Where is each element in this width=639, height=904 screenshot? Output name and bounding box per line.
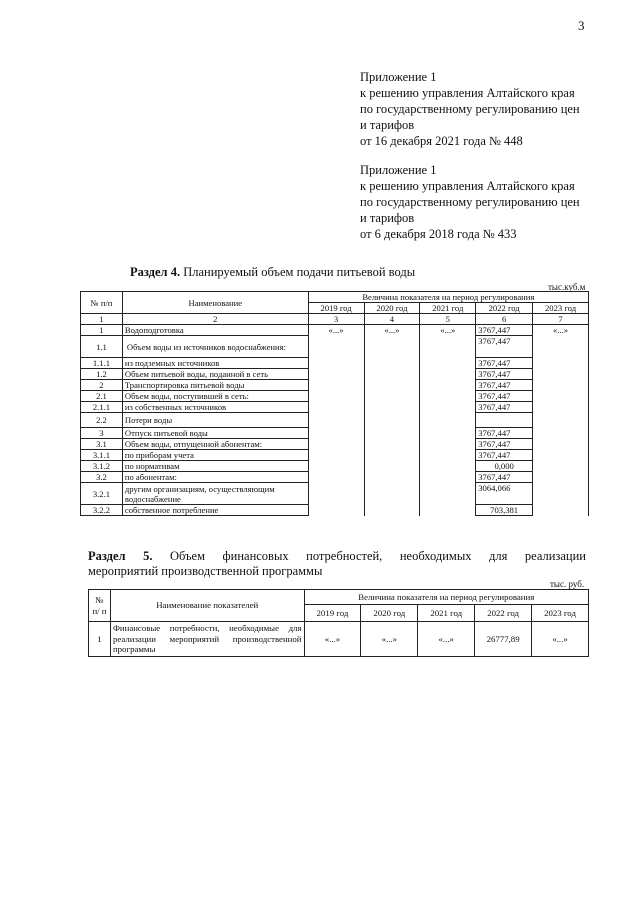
row-num: 1.2 [81, 369, 123, 380]
row-name: Объем воды, отпущенной абонентам: [122, 439, 308, 450]
appendix-line: к решению управления Алтайского края [360, 86, 575, 100]
row-name: по нормативам [122, 461, 308, 472]
row-name: собственное потребление [122, 505, 308, 516]
row-num: 3.2.2 [81, 505, 123, 516]
appendix-line: к решению управления Алтайского края [360, 179, 575, 193]
table-row [89, 622, 589, 657]
row-name: из собственных источников [122, 402, 308, 413]
appendix-header-current [360, 69, 580, 149]
header-year: 2019 год [304, 605, 361, 622]
column-number: 3 [308, 314, 364, 325]
appendix-header-original [360, 162, 580, 242]
appendix-line: и тарифов [360, 211, 415, 225]
row-num: 3 [81, 428, 123, 439]
row-num: 2.1.1 [81, 402, 123, 413]
value-2019: «...» [304, 622, 361, 657]
row-name: Водоподготовка [122, 325, 308, 336]
section4-heading [130, 265, 415, 280]
header-year: 2019 год [308, 303, 364, 314]
value-2022: 3767,447 [476, 428, 533, 439]
row-name: по абонентам: [122, 472, 308, 483]
row-name: другим организациям, осуществляющим водоснабжение [122, 483, 308, 505]
financial-needs-table [88, 589, 589, 657]
row-name: Финансовые потребности, необходимые для реализации мероприятий производственной программы [110, 622, 304, 657]
water-supply-table [80, 291, 589, 516]
section5-title-line1: Объем финансовых потребностей, необходимых для реализации [152, 549, 586, 563]
row-num: 2.1 [81, 391, 123, 402]
value-2022: 3767,447 [476, 380, 533, 391]
row-name: Отпуск питьевой воды [122, 428, 308, 439]
value-2021: «...» [418, 622, 475, 657]
value-2022: 3767,447 [476, 439, 533, 450]
header-year: 2020 год [361, 605, 418, 622]
table-row [81, 325, 589, 336]
value-2020: «...» [364, 325, 420, 516]
value-2023: «...» [532, 622, 589, 657]
row-num: 3.1 [81, 439, 123, 450]
header-num: № п/п [81, 292, 123, 314]
row-name: из подземных источников [122, 358, 308, 369]
section4-title: Планируемый объем подачи питьевой воды [180, 265, 416, 279]
column-number: 6 [476, 314, 533, 325]
header-year: 2022 год [475, 605, 532, 622]
appendix-line: Приложение 1 [360, 70, 437, 84]
row-name: Объем питьевой воды, поданной в сеть [122, 369, 308, 380]
header-name: Наименование [122, 292, 308, 314]
header-num: № п/ п [89, 590, 111, 622]
section5-title-line2: мероприятий производственной программы [88, 564, 323, 578]
row-num: 1 [89, 622, 111, 657]
appendix-line: от 6 декабря 2018 года № 433 [360, 227, 517, 241]
header-year: 2022 год [476, 303, 533, 314]
row-num: 3.2.1 [81, 483, 123, 505]
value-2020: «...» [361, 622, 418, 657]
page-number: 3 [578, 18, 585, 33]
value-2022: 3767,447 [476, 369, 533, 380]
row-name: Объем воды из источников водоснабжения: [122, 336, 308, 358]
appendix-line: Приложение 1 [360, 163, 437, 177]
row-name: Транспортировка питьевой воды [122, 380, 308, 391]
section5-heading [88, 549, 586, 579]
section5-label: Раздел 5. [88, 549, 153, 563]
value-2022: 3767,447 [476, 358, 533, 369]
row-name: Объем воды, поступившей в сеть: [122, 391, 308, 402]
row-num: 3.1.2 [81, 461, 123, 472]
header-year: 2023 год [533, 303, 589, 314]
header-year: 2020 год [364, 303, 420, 314]
value-2022: 3767,447 [476, 450, 533, 461]
section5-unit: тыс. руб. [550, 579, 585, 589]
row-num: 2 [81, 380, 123, 391]
column-number: 7 [533, 314, 589, 325]
appendix-line: по государственному регулированию цен [360, 195, 580, 209]
column-number: 1 [81, 314, 123, 325]
value-2022: 703,381 [476, 505, 533, 516]
header-period: Величина показателя на период регулирования [304, 590, 589, 605]
column-number: 5 [420, 314, 476, 325]
value-2022: 3767,447 [476, 472, 533, 483]
value-2022: 0,000 [476, 461, 533, 472]
section4-label: Раздел 4. [130, 265, 181, 279]
value-2023: «...» [533, 325, 589, 516]
value-2022 [476, 413, 533, 428]
appendix-line: и тарифов [360, 118, 415, 132]
column-number: 2 [122, 314, 308, 325]
value-2022: 26777,89 [475, 622, 532, 657]
row-num: 3.1.1 [81, 450, 123, 461]
appendix-line: по государственному регулированию цен [360, 102, 580, 116]
row-name: Потери воды [122, 413, 308, 428]
value-2022: 3767,447 [476, 391, 533, 402]
value-2021: «...» [420, 325, 476, 516]
column-number: 4 [364, 314, 420, 325]
header-year: 2021 год [418, 605, 475, 622]
row-name: по приборам учета [122, 450, 308, 461]
row-num: 1.1.1 [81, 358, 123, 369]
value-2019: «...» [308, 325, 364, 516]
header-year: 2023 год [532, 605, 589, 622]
header-name: Наименование показателей [110, 590, 304, 622]
value-2022: 3767,447 [476, 325, 533, 336]
row-num: 3.2 [81, 472, 123, 483]
section4-unit: тыс.куб.м [548, 282, 586, 292]
row-num: 2.2 [81, 413, 123, 428]
header-year: 2021 год [420, 303, 476, 314]
value-2022: 3767,447 [476, 402, 533, 413]
value-2022: 3064,066 [476, 483, 533, 505]
row-num: 1.1 [81, 336, 123, 358]
header-period: Величина показателя на период регулирования [308, 292, 588, 303]
appendix-line: от 16 декабря 2021 года № 448 [360, 134, 523, 148]
value-2022: 3767,447 [476, 336, 533, 358]
row-num: 1 [81, 325, 123, 336]
